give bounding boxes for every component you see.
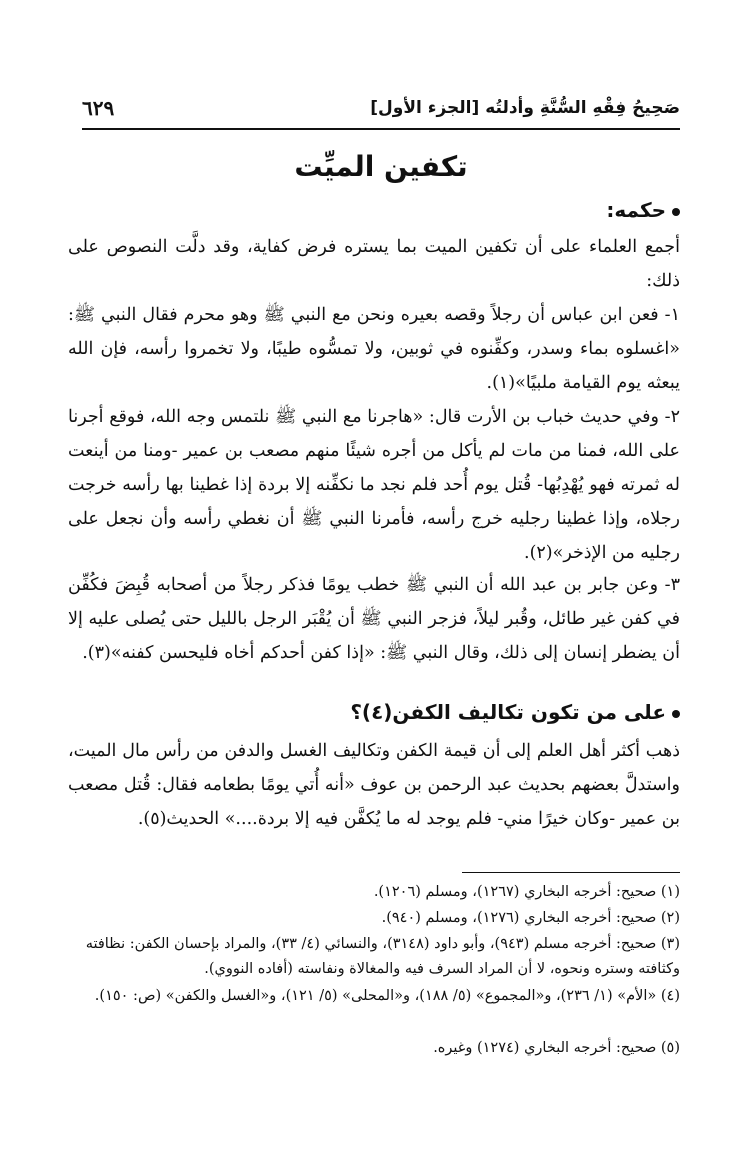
footnote-1: (١) صحيح: أخرجه البخاري (١٢٦٧)، ومسلم (١٢٠٦). bbox=[373, 884, 680, 900]
hadith-paragraph-3: ٣- وعن جابر بن عبد الله أن النبي ﷺ خطب يومًا فذكر رجلاً من أصحابه قُبِضَ فكُفِّن في كفن غير طائل، وقُبر ليلاً، فزجر النبي ﷺ أن يُقْبَر الرجل بالليل حتى يُصلى عليه إلا أن يضطر إنسان إلى ذلك، وقال النبي ﷺ: «إذا كفن أحدكم أخاه فليحسن كفنه»(٣). bbox=[68, 575, 680, 663]
costs-heading: على من تكون تكاليف الكفن(٤)؟ bbox=[350, 700, 680, 724]
chapter-title: تكفين الميِّت bbox=[294, 150, 468, 183]
ruling-paragraph: أجمع العلماء على أن تكفين الميت بما يستره فرض كفاية، وقد دلَّت النصوص على ذلك: bbox=[68, 237, 680, 291]
costs-paragraph: ذهب أكثر أهل العلم إلى أن قيمة الكفن وتكاليف الغسل والدفن من رأس مال الميت، واستدلَّ بعضهم بحديث عبد الرحمن بن عوف «أنه أُتي يومًا بطعامه فقال: قُتل مصعب بن عمير -وكان خيرًا مني- فلم يوجد له ما يُكفَّن فيه إلا بردة....» الحديث(٥). bbox=[68, 741, 680, 829]
footnote-2: (٢) صحيح: أخرجه البخاري (١٢٧٦)، ومسلم (٩٤٠). bbox=[381, 910, 680, 926]
bullet-icon bbox=[672, 710, 680, 718]
hadith-paragraph-1: ١- فعن ابن عباس أن رجلاً وقصه بعيره ونحن مع النبي ﷺ وهو محرم فقال النبي ﷺ: «اغسلوه بماء وسدر، وكفِّنوه في ثوبين، ولا تمسُّوه طيبًا، ولا تخمروا رأسه، فإن الله يبعثه يوم القيامة ملبيًا»(١). bbox=[68, 305, 680, 393]
page-header bbox=[82, 94, 680, 130]
bullet-icon bbox=[672, 208, 680, 216]
ruling-heading: حكمه: bbox=[606, 198, 680, 222]
page-number: ٦٢٩ bbox=[82, 96, 115, 120]
footnote-4: (٤) «الأم» (١/ ٢٣٦)، و«المجموع» (٥/ ١٨٨)، و«المحلى» (٥/ ١٢١)، و«الغسل والكفن» (ص: ١٥٠). bbox=[94, 988, 680, 1004]
hadith-paragraph-2: ٢- وفي حديث خباب بن الأرت قال: «هاجرنا مع النبي ﷺ نلتمس وجه الله، فوقع أجرنا على الله، فمنا من مات لم يأكل من أجره شيئًا منهم مصعب بن عمير -ومنا من أينعت له ثمرته فهو يُهْدِبُها- قُتل يوم أُحد فلم نجد ما نكفِّنه إلا بردة إذا غطينا بها رأسه خرجت رجلاه، وإذا غطينا رجليه خرج رأسه، فأمرنا النبي ﷺ أن نغطي رأسه وأن نجعل على رجليه من الإذخر»(٢). bbox=[68, 407, 680, 563]
running-title: صَحِيحُ فِقْهِ السُّنَّةِ وأدلتُه [الجزء الأول] bbox=[370, 98, 680, 118]
footnote-3: (٣) صحيح: أخرجه مسلم (٩٤٣)، وأبو داود (٣١٤٨)، والنسائي (٤/ ٣٣)، والمراد بإحسان الكفن: نظافته وكثافته وستره ونحوه، لا أن المراد السرف فيه والمغالاة ونفاسته (أفاده النووي). bbox=[85, 936, 680, 977]
footnote-divider bbox=[462, 872, 680, 873]
footnote-5: (٥) صحيح: أخرجه البخاري (١٢٧٤) وغيره. bbox=[433, 1040, 680, 1056]
